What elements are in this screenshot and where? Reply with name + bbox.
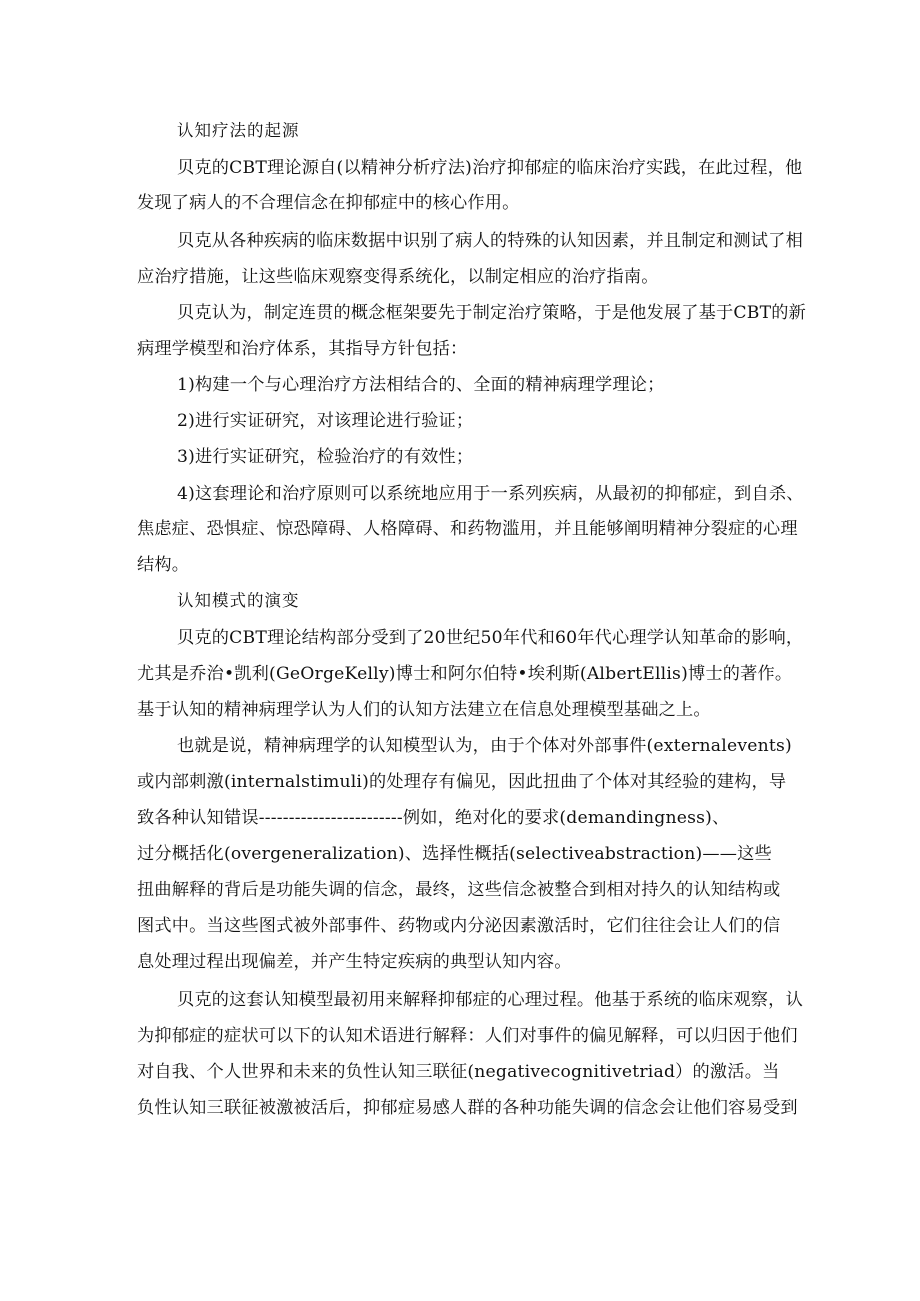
paragraph-line: 贝克认为，制定连贯的概念框架要先于制定治疗策略，于是他发展了基于CBT的新 (177, 303, 807, 323)
paragraph-line: 贝克从各种疾病的临床数据中识别了病人的特殊的认知因素，并且制定和测试了相 (177, 231, 803, 251)
list-item-continuation: 结构。 (137, 555, 190, 575)
paragraph-line: 或内部刺激(internalstimuli)的处理存有偏见，因此扭曲了个体对其经验的建构，导 (137, 772, 787, 792)
paragraph-line: 负性认知三联征被激被活后，抑郁症易感人群的各种功能失调的信念会让他们容易受到 (137, 1098, 798, 1118)
paragraph-line: 应治疗措施，让这些临床观察变得系统化，以制定相应的治疗指南。 (137, 267, 659, 287)
paragraph-line: 基于认知的精神病理学认为人们的认知方法建立在信息处理模型基础之上。 (137, 700, 711, 720)
section-heading-origin: 认知疗法的起源 (177, 121, 300, 140)
list-item-continuation: 焦虑症、恐惧症、惊恐障碍、人格障碍、和药物滥用，并且能够阐明精神分裂症的心理 (137, 519, 798, 539)
paragraph-line: 致各种认知错误------------------------例如，绝对化的要求(demandingness)、 (137, 808, 730, 828)
paragraph-line: 图式中。当这些图式被外部事件、药物或内分泌因素激活时，它们往往会让人们的信 (137, 916, 781, 936)
section-heading-evolution: 认知模式的演变 (177, 591, 300, 610)
paragraph-line: 贝克的CBT理论结构部分受到了20世纪50年代和60年代心理学认知革命的影响， (177, 628, 804, 648)
paragraph-line: 尤其是乔治•凯利(GeOrgeKelly)博士和阿尔伯特•埃利斯(AlbertEllis)博士的著作。 (137, 664, 793, 684)
paragraph-line: 对自我、个人世界和未来的负性认知三联征(negativecognitivetriad）的激活。当 (137, 1062, 780, 1082)
paragraph-line: 为抑郁症的症状可以下的认知术语进行解释：人们对事件的偏见解释，可以归因于他们 (137, 1026, 798, 1046)
paragraph-line: 息处理过程出现偏差，并产生特定疾病的典型认知内容。 (137, 952, 572, 972)
paragraph-line: 发现了病人的不合理信念在抑郁症中的核心作用。 (137, 193, 520, 213)
paragraph-line: 也就是说，精神病理学的认知模型认为，由于个体对外部事件(externalevents) (177, 736, 792, 756)
paragraph-line: 扭曲解释的背后是功能失调的信念，最终，这些信念被整合到相对持久的认知结构或 (137, 880, 781, 900)
list-item: 4)这套理论和治疗原则可以系统地应用于一系列疾病，从最初的抑郁症，到自杀、 (177, 484, 804, 504)
paragraph-line: 过分概括化(overgeneralization)、选择性概括(selectiveabstraction)——这些 (137, 844, 772, 864)
list-item: 1)构建一个与心理治疗方法相结合的、全面的精神病理学理论； (177, 375, 665, 395)
list-item: 3)进行实证研究，检验治疗的有效性； (177, 447, 474, 467)
paragraph-line: 病理学模型和治疗体系，其指导方针包括： (137, 339, 468, 359)
list-item: 2)进行实证研究，对该理论进行验证； (177, 411, 474, 431)
paragraph-line: 贝克的这套认知模型最初用来解释抑郁症的心理过程。他基于系统的临床观察，认 (177, 990, 803, 1010)
paragraph-line: 贝克的CBT理论源自(以精神分析疗法)治疗抑郁症的临床治疗实践，在此过程，他 (177, 158, 803, 178)
